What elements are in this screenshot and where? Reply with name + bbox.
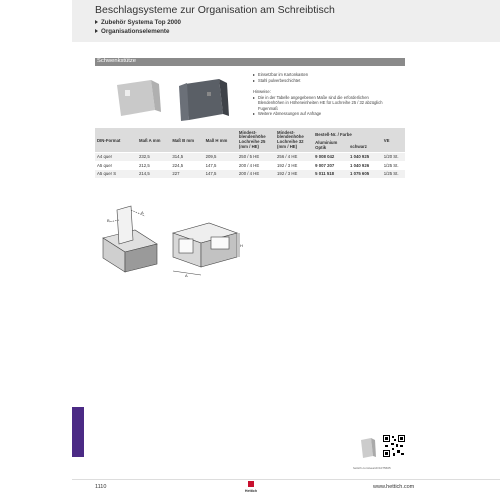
technical-drawing-mounted: [95, 200, 165, 278]
cell-h: 147,5: [204, 170, 237, 178]
section-header-bar: [95, 58, 405, 66]
feature-list: [253, 72, 308, 84]
cell-h: 209,5: [204, 153, 237, 162]
drawing-label: A: [185, 273, 188, 278]
col-din: DIN-Format: [95, 128, 137, 153]
cell-b: 224,5: [170, 161, 203, 170]
hettich-logo: [242, 481, 260, 493]
bracket-right-side: [185, 79, 223, 120]
col-b: Maß B mm: [170, 128, 203, 153]
header-line: Mindest-: [277, 129, 295, 135]
breadcrumb-level-2: [95, 28, 169, 35]
product-photo: [95, 70, 240, 130]
col-ve: VE: [382, 128, 405, 153]
feature-item: [253, 78, 308, 84]
col-schwarz: schwarz: [348, 140, 382, 153]
cell-alu: 9 008 042: [313, 153, 348, 162]
triangle-bullet-icon: [253, 113, 255, 115]
header-line: Mindest-: [238, 129, 257, 135]
notes-heading: Hinweise:: [253, 89, 271, 94]
triangle-bullet-icon: [253, 80, 255, 82]
header-line: Lochreihe 32: [277, 139, 304, 144]
cell-a: 212,5: [137, 161, 170, 170]
header-line: Lochreihe 25: [238, 139, 266, 144]
page-title: Beschlagsysteme zur Organisation am Schreibtisch: [95, 4, 335, 16]
cell-alu: 5 011 518: [313, 170, 348, 178]
breadcrumb-label: Zubehör Systema Top 2000: [101, 19, 182, 26]
cell-ve: 1/25 St.: [382, 161, 405, 170]
chapter-tab: [72, 407, 84, 457]
header-line: blendenhöhe: [277, 134, 304, 140]
cell-schwarz: 1 040 926: [348, 161, 382, 170]
drawing-frame-window: [211, 237, 229, 249]
cell-h: 147,5: [204, 161, 237, 170]
drawing-label: H: [240, 243, 243, 248]
feature-text: Einsetzbar im Kartonkasten: [258, 72, 309, 77]
table-row: [95, 170, 405, 178]
breadcrumb-level-1: [95, 19, 181, 26]
header-line: blendenhöhe: [238, 134, 266, 140]
drawing-frame-window: [179, 239, 193, 253]
triangle-bullet-icon: [95, 29, 98, 33]
cell-a: 232,5: [137, 153, 170, 162]
notes-block: [253, 89, 383, 117]
cell-m25: 250 / 5 HE: [237, 153, 275, 162]
table-row: [95, 153, 405, 162]
section-title: Schwenkstütze: [97, 57, 136, 64]
triangle-bullet-icon: [253, 97, 255, 99]
header-line: (mm / HE): [277, 143, 298, 149]
col-alu: [313, 140, 348, 153]
cell-din: A5 quer: [95, 161, 137, 170]
qr-code[interactable]: [383, 435, 405, 457]
note-text-cont: Blendenhöhen in Höheneinheiten HE für Lochreihe 25 / 32 abzüglich: [258, 100, 383, 106]
drawing-bracket: [117, 206, 133, 244]
svg-text:Hettich: Hettich: [244, 489, 258, 493]
feature-text: Stahl pulverbeschichtet: [258, 78, 301, 83]
drawing-label: B: [107, 218, 110, 223]
page-number: 1110: [95, 484, 107, 490]
triangle-bullet-icon: [253, 74, 255, 76]
cell-b: 227: [170, 170, 203, 178]
cell-m32: 192 / 3 HE: [275, 161, 313, 170]
note-item: [253, 111, 383, 117]
col-h: Maß H mm: [204, 128, 237, 153]
footer-divider: [72, 479, 500, 480]
note-text: Die in der Tabelle angegebenen Maße sind die erforderlichen: [258, 94, 369, 100]
triangle-bullet-icon: [95, 20, 98, 24]
cell-b: 314,5: [170, 153, 203, 162]
footer-url[interactable]: www.hettich.com: [373, 484, 415, 490]
col-a: Maß A mm: [137, 128, 170, 153]
cell-din: A4 quer: [95, 153, 137, 162]
cell-schwarz: 1 075 605: [348, 170, 382, 178]
breadcrumb-label: Organisationselemente: [101, 28, 170, 35]
cell-m25: 200 / 4 HE: [237, 170, 275, 178]
cell-din: A5 quer S: [95, 170, 137, 178]
cell-a: 214,5: [137, 170, 170, 178]
col-min-32: [275, 128, 313, 153]
header-line: (mm / HE): [238, 143, 259, 149]
cell-ve: 1/25 St.: [382, 170, 405, 178]
drawing-label: A: [141, 210, 144, 215]
note-text-cont: Fugenmaß: [258, 105, 278, 111]
header-line: Aluminium: [315, 140, 338, 146]
bracket-left-side: [117, 80, 155, 116]
cell-m25: 200 / 4 HE: [237, 161, 275, 170]
bracket-right-hole: [207, 92, 211, 96]
cell-ve: 1/20 St.: [382, 153, 405, 162]
cell-schwarz: 1 040 925: [348, 153, 382, 162]
note-text: Weitere Abmessungen auf Anfrage: [258, 111, 322, 117]
cell-m32: 256 / 4 HE: [275, 153, 313, 162]
col-min-25: [237, 128, 275, 153]
spec-table: [95, 128, 405, 178]
header-line: Optik: [315, 145, 327, 150]
qr-caption: hettich.com/search/1075605: [353, 466, 391, 470]
technical-drawing-dimensions: [165, 203, 245, 278]
cell-alu: 9 007 207: [313, 161, 348, 170]
table-row: [95, 161, 405, 170]
cell-m32: 192 / 3 HE: [275, 170, 313, 178]
product-thumbnail: [357, 436, 377, 460]
col-order-group: Bestell-Nr. / Farbe: [313, 128, 382, 140]
bracket-left-slot: [125, 90, 130, 96]
